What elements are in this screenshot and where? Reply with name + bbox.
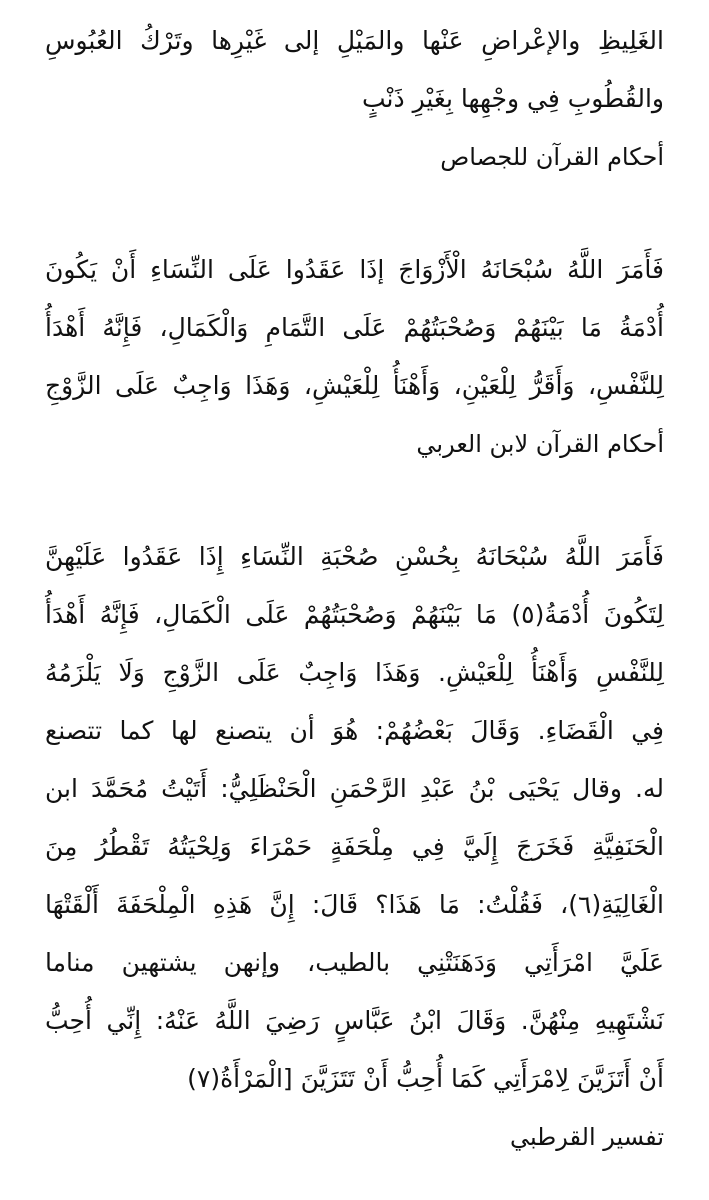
quote-block-qurtubi	[45, 528, 664, 1166]
quote-line: والقُطُوبِ فِي وجْهِها بِغَيْرِ ذَنْبٍ	[361, 84, 664, 113]
quote-source: تفسير القرطبي	[509, 1123, 664, 1151]
paragraph-gap	[45, 186, 664, 241]
quote-line: لِلنَّفْسِ وَأَهْنَأُ لِلْعَيْشِ. وَهَذَا وَاجِبٌ عَلَى الزَّوْجِ وَلَا يَلْزَمُهُ	[45, 658, 664, 687]
quote-block-jassas	[45, 12, 664, 186]
quote-line: الغَلِيظِ والإعْراضِ عَنْها والمَيْلِ إلى غَيْرِها وتَرْكُ العُبُوسِ	[45, 26, 664, 55]
quote-source: أحكام القرآن للجصاص	[440, 143, 664, 171]
quote-block-ibn-alarabi	[45, 241, 664, 473]
quote-line: فِي الْقَضَاءِ. وَقَالَ بَعْضُهُمْ: هُوَ أن يتصنع لها كما تتصنع	[45, 716, 664, 745]
quote-line: لِلنَّفْسِ، وَأَقَرُّ لِلْعَيْنِ، وَأَهْنَأُ لِلْعَيْشِ، وَهَذَا وَاجِبٌ عَلَى الزَّوْجِ	[45, 371, 664, 400]
quote-line: الْحَنَفِيَّةِ فَخَرَجَ إِلَيَّ فِي مِلْحَفَةٍ حَمْرَاءَ وَلِحْيَتُهُ تَقْطُرُ مِنَ	[45, 832, 664, 861]
quote-line: أُدْمَةُ مَا بَيْنَهُمْ وَصُحْبَتُهُمْ عَلَى التَّمَامِ وَالْكَمَالِ، فَإِنَّهُ أَهْدَأُ	[45, 313, 664, 342]
quote-line: له. وقال يَحْيَى بْنُ عَبْدِ الرَّحْمَنِ الْحَنْظَلِيُّ: أَتَيْتُ مُحَمَّدَ ابن	[45, 774, 664, 803]
quote-line: نَشْتَهِيهِ مِنْهُنَّ. وَقَالَ ابْنُ عَبَّاسٍ رَضِيَ اللَّهُ عَنْهُ: إِنِّي أُحِبُّ	[45, 1006, 664, 1035]
paragraph-gap	[45, 473, 664, 528]
quote-line: أَنْ أَتَزَيَّنَ لِامْرَأَتِي كَمَا أُحِبُّ أَنْ تَتَزَيَّنَ [الْمَرْأَةُ(٧)	[187, 1064, 664, 1093]
quote-source: أحكام القرآن لابن العربي	[416, 430, 664, 458]
quote-line: فَأَمَرَ اللَّهُ سُبْحَانَهُ الْأَزْوَاجَ إذَا عَقَدُوا عَلَى النِّسَاءِ أَنْ يَكُونَ	[45, 255, 664, 284]
quote-line: فَأَمَرَ اللَّهُ سُبْحَانَهُ بِحُسْنِ صُحْبَةِ النِّسَاءِ إِذَا عَقَدُوا عَلَيْهِنَّ	[45, 542, 664, 571]
quote-line: عَلَيَّ امْرَأَتِي وَدَهَنَتْنِي بالطيب، وإنهن يشتهين مناما	[45, 948, 664, 977]
quote-line: لِتَكُونَ أُدْمَةُ(٥) مَا بَيْنَهُمْ وَصُحْبَتُهُمْ عَلَى الْكَمَالِ، فَإِنَّهُ أَهْدَأُ	[45, 600, 664, 629]
quote-line: الْغَالِيَةِ(٦)، فَقُلْتُ: مَا هَذَا؟ قَالَ: إِنَّ هَذِهِ الْمِلْحَفَةَ أَلْقَتْهَا	[45, 890, 664, 919]
